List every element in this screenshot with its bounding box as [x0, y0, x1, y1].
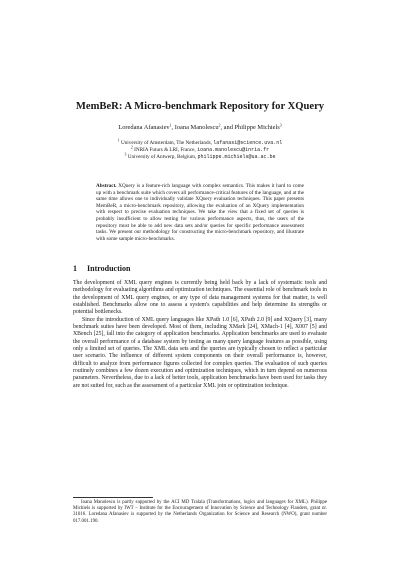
affiliation [0, 147, 400, 154]
affiliation-list [0, 140, 400, 161]
affiliation [0, 140, 400, 147]
footnote-rule [73, 497, 153, 498]
affiliation-email: ioana.manolescu@inria.fr [197, 147, 270, 153]
section-number: 1 [73, 264, 77, 273]
affiliation-email: lafanasi@science.uva.nl [213, 140, 283, 146]
author-mark: 1 [169, 123, 172, 128]
affiliation-text: University of Amsterdam, The Netherlands, [120, 140, 214, 146]
affiliation-mark: 1 [117, 138, 120, 143]
footnote-text: Ioana Manolescu is partly supported by the ACI MD Tralala (Transformations, logics and languages for XML). Philippe Michiels is supported by IWT – Institute for the Encouragement of Innovation by Science and Technology Flanders, grant nr. 31016. Loredana Afanasiev is supported by the Netherlands Organization for Science and Research (NWO), grant number 017.001.190. [73, 500, 327, 524]
affiliation [0, 154, 400, 161]
section-heading [73, 264, 130, 274]
abstract-label: Abstract. [96, 183, 117, 189]
author-separator: , and [220, 124, 235, 131]
footnote [73, 500, 327, 525]
affiliation-text: University of Antwerp, Belgium, [127, 154, 198, 160]
body-paragraph: The development of XML query engines is currently being held back by a lack of systematic tools and methodology for evaluating algorithms and optimization techniques. The essential role of benchmark tools in the development of XML query engines, or any type of data management systems for that matter, is well established. Benchmarks allow one to assess a system's capabilities and help determine its strengths or potential bottlenecks. [73, 280, 327, 316]
affiliation-mark: 3 [124, 152, 127, 157]
abstract-text: XQuery is a feature-rich language with complex semantics. This makes it hard to come up with a benchmark suite which covers all performance-critical features of the language, and at the same time allows one to individually validate XQuery evaluation techniques. This paper presents MemBeR, a micro-benchmark repository, allowing the evaluation of an XQuery implementation with respect to precise evaluation techniques. We take the view that a fixed set of queries is probably insufficient to allow testing for various performance aspects, thus, the users of the repository must be able to add new data sets and/or queries for specific performance assessment tasks. We present our methodology for constructing the micro-benchmark repository, and illustrate with some sample micro-benchmarks. [96, 183, 304, 242]
section-title: Introduction [87, 264, 131, 273]
author-mark: 3 [279, 123, 282, 128]
author-name: Ioana Manolescu [174, 124, 219, 131]
abstract [96, 183, 304, 242]
author-mark: 2 [218, 123, 221, 128]
body-paragraph: Since the introduction of XML query languages like XPath 1.0 [6], XPath 2.0 [9] and XQuery [3], many benchmark suites have been developed. Most of them, including XMark [24], XMach-1 [4], X007 [5] and XBench [25], fall into the category of application benchmarks. Application benchmarks are used to evaluate the overall performance of a database system by testing as many query language features as possible, using only a limited set of queries. The XML data sets and the queries are typically chosen to reflect a particular user scenario. The influence of different system components on their overall performance is, however, difficult to analyze from performance figures collected for complex queries. The evaluation of such queries routinely combines a few dozen execution and optimization techniques, which in turn depend on numerous parameters. Nevertheless, due to a lack of better tools, application benchmarks have been used for tasks they are not suited for, such as the assessment of a particular XML join or optimization technique. [73, 316, 327, 389]
section-body [73, 280, 327, 390]
author-name: Philippe Michiels [234, 124, 280, 131]
affiliation-email: philippe.michiels@ua.ac.be [197, 154, 276, 160]
author-name: Loredana Afanasiev [118, 124, 170, 131]
affiliation-mark: 2 [130, 145, 133, 150]
paper-title: MemBeR: A Micro-benchmark Repository for XQuery [75, 101, 325, 112]
author-list [0, 124, 400, 132]
author-separator: , [171, 124, 175, 131]
affiliation-text: INRIA Futurs & LRI, France, [134, 147, 198, 153]
